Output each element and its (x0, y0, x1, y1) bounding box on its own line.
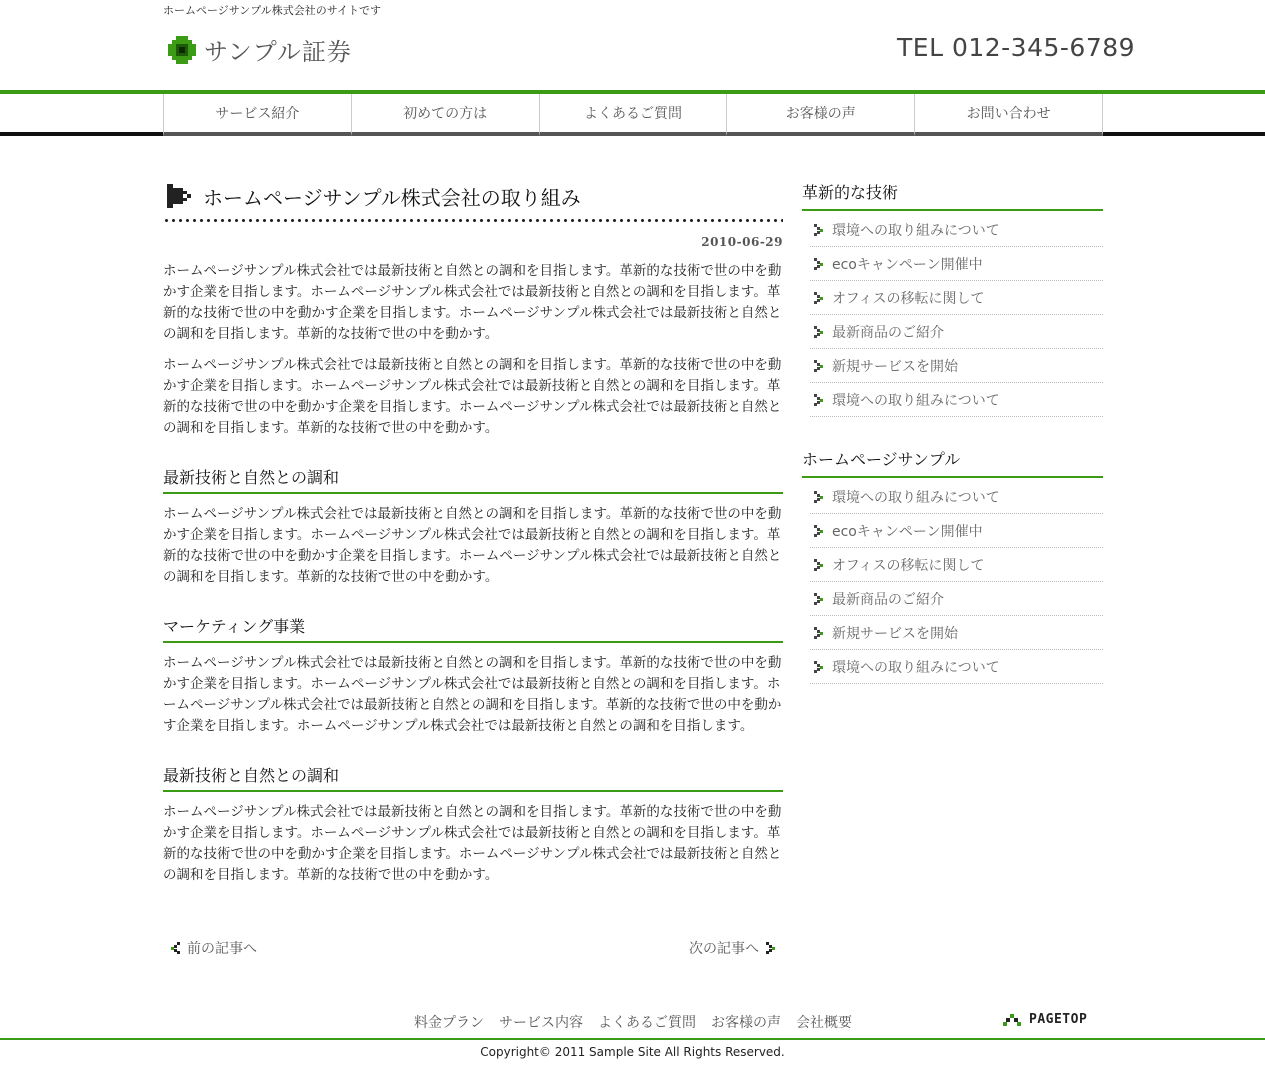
sidebar-link-label: 最新商品のご紹介 (832, 324, 944, 341)
sidebar-link[interactable] (810, 480, 1103, 514)
sidebar-link[interactable] (810, 349, 1103, 383)
footer-link-services[interactable]: サービス内容 (499, 1015, 583, 1031)
sidebar (802, 180, 1103, 714)
sidebar-link-label: 新規サービスを開始 (832, 358, 958, 375)
pixel-arrow-right-icon (814, 326, 824, 338)
sidebar-link[interactable] (810, 247, 1103, 281)
sidebar-link[interactable] (810, 582, 1103, 616)
global-nav (163, 94, 1103, 136)
section-title: 最新技術と自然との調和 (163, 465, 783, 494)
section-title: マーケティング事業 (163, 614, 783, 643)
footer-link-faq[interactable]: よくあるご質問 (598, 1015, 696, 1031)
pixel-arrow-right-icon (814, 224, 824, 236)
nav-item-testimonials[interactable]: お客様の声 (726, 94, 914, 136)
pixel-arrow-right-icon (814, 559, 824, 571)
site-tagline: ホームページサンプル株式会社のサイトです (163, 4, 382, 17)
sidebar-link[interactable] (810, 548, 1103, 582)
sidebar-link[interactable] (810, 213, 1103, 247)
footer-link-testimonials[interactable]: お客様の声 (711, 1015, 781, 1031)
site-logo[interactable] (166, 32, 352, 67)
pixel-arrow-right-icon (814, 292, 824, 304)
plug-icon (165, 182, 193, 210)
pagetop-link[interactable] (1003, 1012, 1087, 1027)
prev-article-label: 前の記事へ (187, 941, 257, 957)
footer-divider (0, 1038, 1265, 1040)
copyright: Copyright© 2011 Sample Site All Rights Reserved. (480, 1045, 785, 1059)
sidebar-link-label: ecoキャンペーン開催中 (832, 523, 983, 540)
article-title-row (163, 178, 783, 214)
footer-link-company[interactable]: 会社概要 (796, 1015, 852, 1031)
sidebar-list (810, 480, 1103, 684)
footer-nav (414, 1012, 867, 1032)
nav-item-services[interactable]: サービス紹介 (163, 94, 351, 136)
sidebar-link-label: 環境への取り組みについて (832, 489, 1000, 506)
pixel-arrow-right-icon (814, 258, 824, 270)
sidebar-link-label: 環境への取り組みについて (832, 659, 1000, 676)
sidebar-link[interactable] (810, 315, 1103, 349)
article-date: 2010-06-29 (701, 235, 783, 249)
sidebar-link[interactable] (810, 616, 1103, 650)
section-title: 最新技術と自然との調和 (163, 763, 783, 792)
article-paragraph: ホームページサンプル株式会社では最新技術と自然との調和を目指します。革新的な技術で世の中を動かす企業を目指します。ホームページサンプル株式会社では最新技術と自然との調和を目指します。革新的な技術で世の中を動かす企業を目指します。ホームページサンプル株式会社では最新技術と自然との調和を目指します。革新的な技術で世の中を動かす。 (163, 263, 782, 342)
pixel-arrow-right-icon (814, 360, 824, 372)
pixel-arrow-right-icon (814, 627, 824, 639)
article-paragraph: ホームページサンプル株式会社では最新技術と自然との調和を目指します。革新的な技術で世の中を動かす企業を目指します。ホームページサンプル株式会社では最新技術と自然との調和を目指します。革新的な技術で世の中を動かす企業を目指します。ホームページサンプル株式会社では最新技術と自然との調和を目指します。革新的な技術で世の中を動かす。 (163, 357, 782, 436)
sidebar-link-label: 環境への取り組みについて (832, 392, 1000, 409)
pixel-arrow-right-icon (814, 593, 824, 605)
pixel-arrow-right-icon (765, 942, 775, 954)
next-article-label: 次の記事へ (689, 941, 759, 957)
sidebar-heading: 革新的な技術 (802, 180, 1103, 211)
sidebar-link-label: 最新商品のご紹介 (832, 591, 944, 608)
sidebar-link[interactable] (810, 514, 1103, 548)
prev-article-link[interactable] (165, 938, 257, 958)
sidebar-link[interactable] (810, 650, 1103, 684)
pixel-arrow-right-icon (814, 491, 824, 503)
sidebar-link-label: 環境への取り組みについて (832, 222, 1000, 239)
sidebar-link-label: オフィスの移転に関して (832, 557, 985, 574)
sidebar-link-label: 新規サービスを開始 (832, 625, 958, 642)
footer-link-pricing[interactable]: 料金プラン (414, 1015, 484, 1031)
pixel-arrow-right-icon (814, 394, 824, 406)
sidebar-heading: ホームページサンプル (802, 447, 1103, 478)
pixel-arrow-right-icon (814, 525, 824, 537)
section-text: ホームページサンプル株式会社では最新技術と自然との調和を目指します。革新的な技術で世の中を動かす企業を目指します。ホームページサンプル株式会社では最新技術と自然との調和を目指します。革新的な技術で世の中を動かす企業を目指します。ホームページサンプル株式会社では最新技術と自然との調和を目指します。革新的な技術で世の中を動かす。 (163, 804, 782, 883)
phone-number: TEL 012-345-6789 (897, 33, 1136, 62)
sidebar-link-label: ecoキャンペーン開催中 (832, 256, 983, 273)
pixel-arrow-right-icon (814, 661, 824, 673)
green-gear-icon (166, 34, 198, 66)
sidebar-link[interactable] (810, 281, 1103, 315)
next-article-link[interactable] (689, 938, 781, 958)
section-text: ホームページサンプル株式会社では最新技術と自然との調和を目指します。革新的な技術で世の中を動かす企業を目指します。ホームページサンプル株式会社では最新技術と自然との調和を目指します。ホームページサンプル株式会社では最新技術と自然との調和を目指します。革新的な技術で世の中を動かす企業を目指します。ホームページサンプル株式会社では最新技術と自然との調和を目指します。 (163, 655, 782, 734)
sidebar-link[interactable] (810, 383, 1103, 417)
sidebar-list (810, 213, 1103, 417)
nav-item-beginners[interactable]: 初めての方は (351, 94, 539, 136)
pixel-arrow-up-icon (1003, 1014, 1021, 1026)
pagetop-label: PAGETOP (1029, 1012, 1088, 1027)
logo-text: サンプル証券 (204, 38, 352, 66)
pixel-arrow-left-icon (171, 942, 181, 954)
dotted-divider (163, 218, 783, 223)
section-text: ホームページサンプル株式会社では最新技術と自然との調和を目指します。革新的な技術で世の中を動かす企業を目指します。ホームページサンプル株式会社では最新技術と自然との調和を目指します。革新的な技術で世の中を動かす企業を目指します。ホームページサンプル株式会社では最新技術と自然との調和を目指します。革新的な技術で世の中を動かす。 (163, 506, 782, 585)
article-pager (163, 938, 783, 958)
article-title: ホームページサンプル株式会社の取り組み (203, 185, 581, 210)
nav-item-contact[interactable]: お問い合わせ (914, 94, 1103, 136)
sidebar-link-label: オフィスの移転に関して (832, 290, 985, 307)
main-content (163, 178, 783, 886)
nav-item-faq[interactable]: よくあるご質問 (539, 94, 727, 136)
